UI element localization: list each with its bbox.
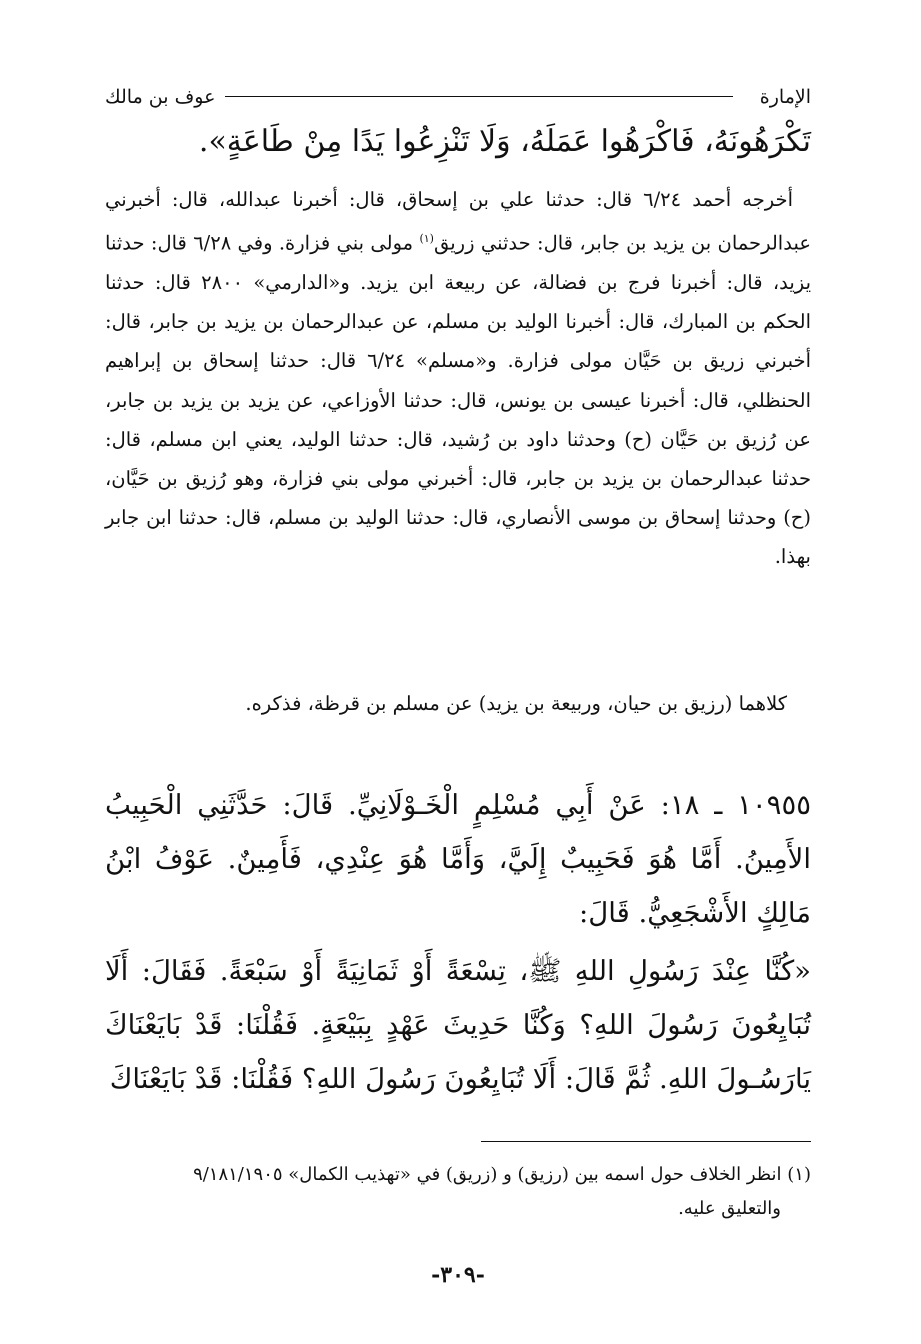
book-page (105, 0, 811, 1344)
chapter-title: الإمارة (759, 86, 811, 108)
hadith-continuation: تَكْرَهُونَهُ، فَاكْرَهُوا عَمَلَهُ، وَلَا تَنْزِعُوا يَدًا مِنْ طَاعَةٍ». (198, 124, 811, 159)
companion-name: عوف بن مالك (105, 86, 216, 108)
footnote-line-1: (١) انظر الخلاف حول اسمه بين (رزيق) و (زريق) في «تهذيب الكمال» ٩/١٨١/١٩٠٥ (193, 1164, 811, 1185)
hadith-matn: «كُنَّا عِنْدَ رَسُولِ اللهِ ﷺ، تِسْعَةً أَوْ ثَمَانِيَةً أَوْ سَبْعَةً. فَقَالَ: أَلَا تُبَايِعُونَ رَسُولَ اللهِ؟ وَكُنَّا حَدِيثَ عَهْدٍ بِبَيْعَةٍ. فَقُلْنَا: قَدْ بَايَعْنَاكَ يَارَسُـولَ اللهِ. ثُمَّ قَالَ: أَلَا تُبَايِعُونَ رَسُولَ اللهِ؟ فَقُلْنَا: قَدْ بَايَعْنَاكَ (105, 955, 811, 1095)
takhrij-paragraph (105, 180, 811, 577)
page-number: -٣٠٩- (431, 1262, 485, 1288)
takhrij-text-part2: مولى بني فزارة. وفي ٦/٢٨ قال: حدثنا يزيد، قال: أخبرنا فرج بن فضالة، عن ربيعة ابن يزيد. و«الدارمي» ٢٨٠٠ قال: حدثنا الحكم بن المبارك، قال: أخبرنا الوليد بن مسلم، عن عبدالرحمان بن يزيد بن جابر، قال: أخبرني زريق بن حَيَّان مولى فزارة. و«مسلم» ٦/٢٤ قال: حدثنا إسحاق بن إبراهيم الحنظلي، قال: أخبرنا عيسى بن يونس، قال: حدثنا الأوزاعي، عن يزيد بن يزيد بن جابر، عن رُزيق بن حَيَّان (ح) وحدثنا داود بن رُشيد، قال: حدثنا الوليد، يعني ابن مسلم، قال: حدثنا عبدالرحمان بن يزيد بن جابر، قال: أخبرني مولى بني فزارة، وهو رُزيق بن حَيَّان، (ح) وحدثنا إسحاق بن موسى الأنصاري، قال: حدثنا الوليد بن مسلم، قال: حدثنا ابن جابر بهذا. (105, 231, 812, 569)
footnote-rule (481, 1141, 811, 1142)
footnote (105, 1158, 811, 1226)
chain-summary: كلاهما (رزيق بن حيان، وربيعة بن يزيد) عن مسلم بن قرظة، فذكره. (245, 692, 787, 715)
hadith-number: ١٠٩٥٥ ـ ١٨: (660, 789, 811, 821)
footnote-line-2: والتعليق عليه. (678, 1198, 781, 1219)
running-header (105, 82, 811, 112)
header-rule (225, 96, 733, 97)
footnote-marker: (١) (419, 232, 434, 246)
takhrij-text-part1: أخرجه أحمد ٦/٢٤ قال: حدثنا علي بن إسحاق، قال: أخبرنا عبدالله، قال: أخبرني عبدالرحمان بن يزيد بن جابر، قال: حدثني زريق (105, 188, 811, 255)
hadith-intro: عَنْ أَبِي مُسْلِمٍ الْخَـوْلَانِيِّ. قَالَ: حَدَّثَنِي الْحَبِيبُ الأَمِينُ. أَمَّا هُوَ فَحَبِيبٌ إِلَيَّ، وَأَمَّا هُوَ عِنْدِي، فَأَمِينٌ. عَوْفُ ابْنُ مَالِكٍ الأَشْجَعِيُّ. قَالَ: (105, 789, 811, 929)
hadith-block (105, 778, 811, 1106)
